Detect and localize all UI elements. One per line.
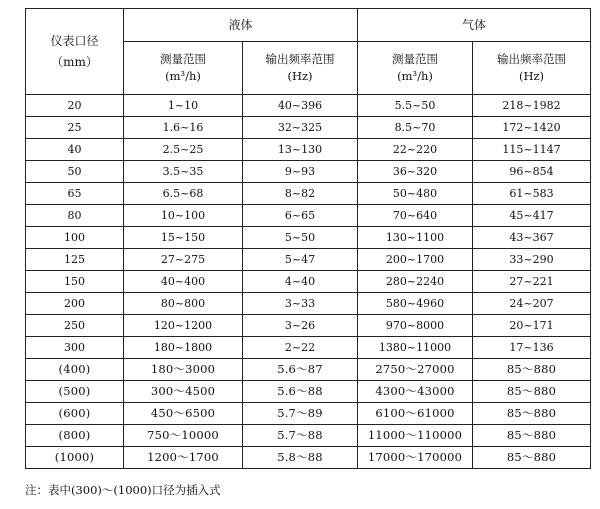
gas-group-header: 气体 [358,9,591,42]
liquid-freq-cell: 13~130 [243,139,358,161]
table-row [26,183,591,205]
size-cell: (400) [26,359,124,381]
table-row [26,425,591,447]
table-row [26,249,591,271]
liquid-freq-cell: 5.6～88 [243,381,358,403]
size-column-header [26,9,124,95]
gas-range-cell: 1380~11000 [358,337,473,359]
table-row [26,337,591,359]
liquid-range-cell: 180~1800 [124,337,243,359]
table-row [26,161,591,183]
liquid-range-cell: 2.5~25 [124,139,243,161]
gas-range-cell: 4300～43000 [358,381,473,403]
liquid-range-cell: 3.5~35 [124,161,243,183]
gas-range-header [358,42,473,95]
liquid-freq-cell: 3~26 [243,315,358,337]
gas-freq-label: 输出频率范围 [497,52,567,66]
gas-freq-cell: 20~171 [473,315,591,337]
size-cell: 25 [26,117,124,139]
liquid-freq-label: 输出频率范围 [265,52,335,66]
size-cell: 65 [26,183,124,205]
gas-range-cell: 22~220 [358,139,473,161]
gas-freq-header [473,42,591,95]
liquid-freq-cell: 40~396 [243,95,358,117]
liquid-range-label: 测量范围 [160,52,206,66]
gas-range-cell: 130~1100 [358,227,473,249]
liquid-freq-cell: 2~22 [243,337,358,359]
gas-range-unit: (m³/h) [397,69,433,83]
gas-range-cell: 11000～110000 [358,425,473,447]
liquid-range-header [124,42,243,95]
table-header-row-1 [26,9,591,42]
gas-freq-cell: 96~854 [473,161,591,183]
liquid-range-cell: 450～6500 [124,403,243,425]
gas-freq-cell: 85～880 [473,359,591,381]
size-cell: (800) [26,425,124,447]
flow-spec-table [25,8,591,469]
table-row [26,95,591,117]
table-row [26,293,591,315]
liquid-freq-cell: 6~65 [243,205,358,227]
gas-range-cell: 5.5~50 [358,95,473,117]
gas-range-cell: 580~4960 [358,293,473,315]
size-cell: 300 [26,337,124,359]
gas-range-cell: 17000～170000 [358,447,473,469]
size-cell: 100 [26,227,124,249]
liquid-range-cell: 80~800 [124,293,243,315]
liquid-range-cell: 27~275 [124,249,243,271]
liquid-range-cell: 10~100 [124,205,243,227]
gas-freq-cell: 85～880 [473,425,591,447]
liquid-range-cell: 300～4500 [124,381,243,403]
table-row [26,271,591,293]
gas-freq-cell: 172~1420 [473,117,591,139]
liquid-range-cell: 6.5~68 [124,183,243,205]
liquid-freq-header [243,42,358,95]
gas-freq-cell: 85～880 [473,403,591,425]
liquid-freq-unit: (Hz) [287,69,313,83]
gas-range-cell: 280~2240 [358,271,473,293]
table-row [26,359,591,381]
liquid-range-cell: 15~150 [124,227,243,249]
table-row [26,117,591,139]
size-cell: 80 [26,205,124,227]
liquid-freq-cell: 9~93 [243,161,358,183]
gas-freq-cell: 218~1982 [473,95,591,117]
liquid-range-cell: 1~10 [124,95,243,117]
size-header-line1: 仪表口径 [50,33,99,48]
liquid-range-cell: 180～3000 [124,359,243,381]
gas-freq-cell: 24~207 [473,293,591,315]
gas-range-cell: 200~1700 [358,249,473,271]
table-row [26,447,591,469]
table-footnote: 注：表中(300)～(1000)口径为插入式 [25,483,221,497]
gas-freq-cell: 33~290 [473,249,591,271]
liquid-range-cell: 120~1200 [124,315,243,337]
gas-freq-cell: 85～880 [473,381,591,403]
gas-range-cell: 36~320 [358,161,473,183]
gas-range-cell: 2750～27000 [358,359,473,381]
liquid-freq-cell: 5.6～87 [243,359,358,381]
liquid-freq-cell: 32~325 [243,117,358,139]
gas-range-cell: 50~480 [358,183,473,205]
size-cell: (500) [26,381,124,403]
gas-freq-cell: 61~583 [473,183,591,205]
liquid-freq-cell: 5~50 [243,227,358,249]
size-cell: (600) [26,403,124,425]
size-cell: 50 [26,161,124,183]
gas-range-cell: 970~8000 [358,315,473,337]
gas-freq-cell: 85～880 [473,447,591,469]
table-row [26,227,591,249]
liquid-freq-cell: 4~40 [243,271,358,293]
size-header-line2: （mm） [51,54,98,69]
liquid-freq-cell: 5.8～88 [243,447,358,469]
table-row [26,403,591,425]
gas-freq-unit: (Hz) [518,69,545,83]
gas-range-cell: 8.5~70 [358,117,473,139]
liquid-freq-cell: 5.7～88 [243,425,358,447]
liquid-freq-cell: 8~82 [243,183,358,205]
liquid-group-header: 液体 [124,9,358,42]
liquid-freq-cell: 3~33 [243,293,358,315]
table-row [26,139,591,161]
liquid-range-cell: 750～10000 [124,425,243,447]
size-cell: 150 [26,271,124,293]
table-row [26,315,591,337]
size-cell: 250 [26,315,124,337]
size-cell: 40 [26,139,124,161]
liquid-freq-cell: 5.7～89 [243,403,358,425]
gas-range-cell: 70~640 [358,205,473,227]
table-row [26,381,591,403]
gas-freq-cell: 115~1147 [473,139,591,161]
size-cell: 20 [26,95,124,117]
size-cell: 200 [26,293,124,315]
gas-freq-cell: 43~367 [473,227,591,249]
gas-range-label: 测量范围 [392,52,439,66]
gas-freq-cell: 27~221 [473,271,591,293]
liquid-range-cell: 40~400 [124,271,243,293]
liquid-range-cell: 1200～1700 [124,447,243,469]
gas-range-cell: 6100～61000 [358,403,473,425]
gas-freq-cell: 17~136 [473,337,591,359]
gas-freq-cell: 45~417 [473,205,591,227]
liquid-range-unit: (m³/h) [165,69,201,83]
size-cell: 125 [26,249,124,271]
size-cell: (1000) [26,447,124,469]
table-row [26,205,591,227]
liquid-freq-cell: 5~47 [243,249,358,271]
liquid-range-cell: 1.6~16 [124,117,243,139]
